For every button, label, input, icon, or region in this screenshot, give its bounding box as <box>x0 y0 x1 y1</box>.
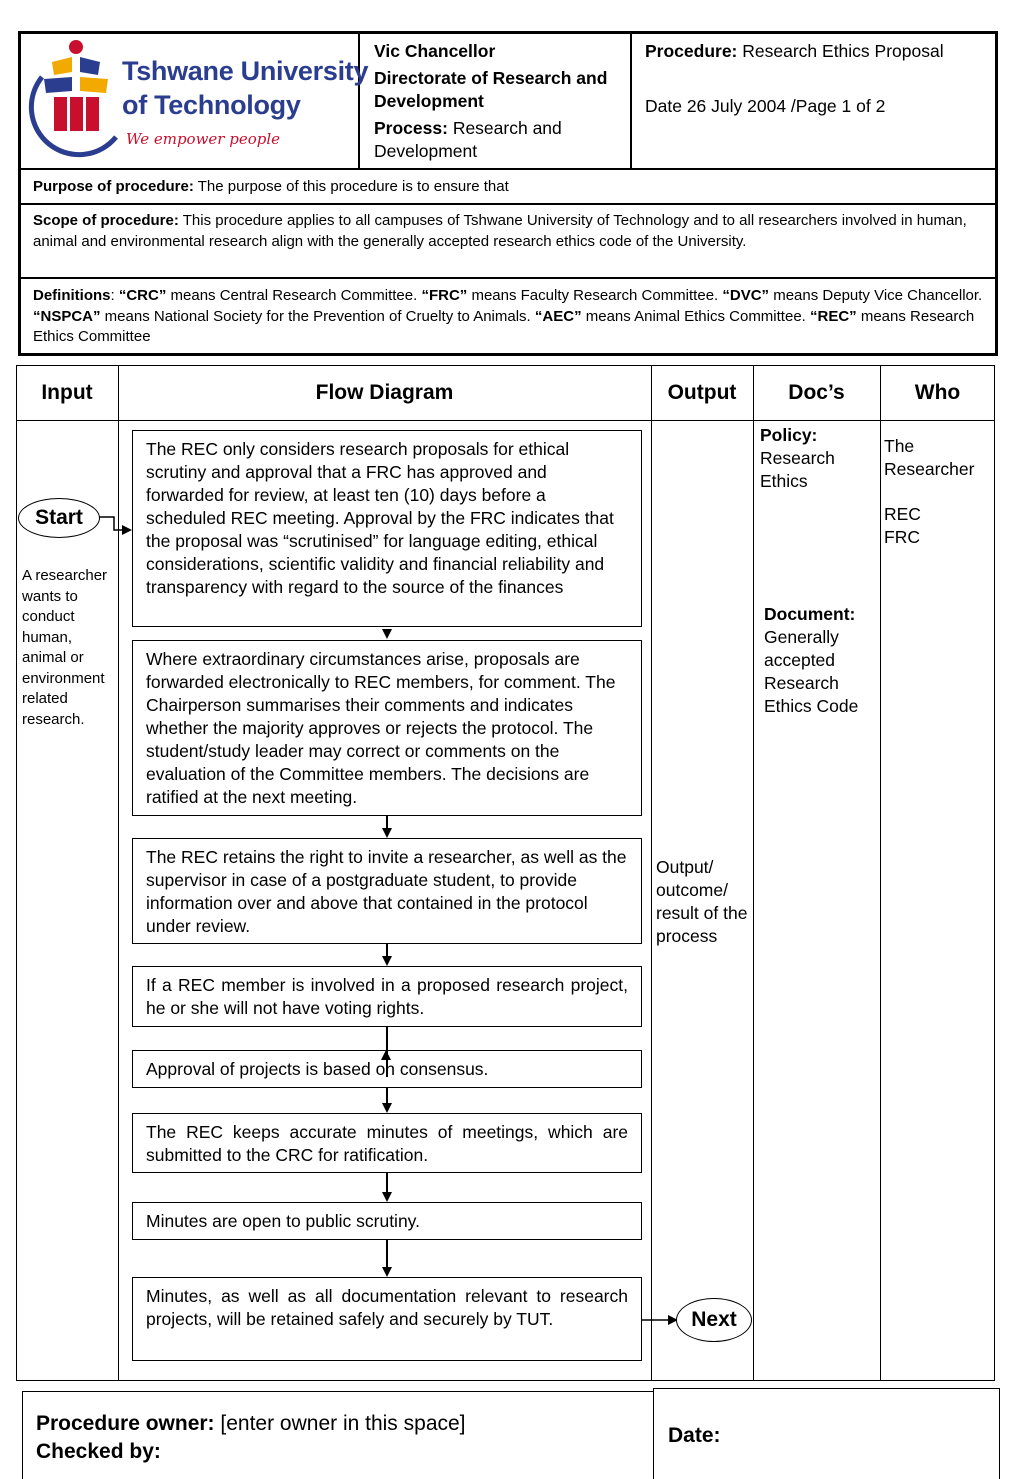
document-value: Generally accepted Research Ethics Code <box>764 627 859 716</box>
col-divider <box>651 365 652 1381</box>
divider <box>18 277 998 279</box>
def-crc: means Central Research Committee. <box>166 287 422 304</box>
checked-by-label: Checked by: <box>36 1440 161 1463</box>
divider <box>18 168 998 170</box>
divider <box>358 31 360 169</box>
who-researcher: The Researcher <box>884 436 975 479</box>
purpose-row <box>33 177 983 197</box>
process-line <box>374 117 624 163</box>
who-frc: FRC <box>884 527 920 547</box>
date-page: Date 26 July 2004 /Page 1 of 2 <box>645 96 886 116</box>
input-description: A researcher wants to conduct human, animal or environment related research. <box>22 567 108 728</box>
flow-step-2: Where extraordinary circumstances arise, proposals are forwarded electronically to REC members, for comment. The Chairperson summarises their comments and indicates whether the majority approves or rejects the protocol. The student/study leader may correct or comments on the evaluation of the Committee members. The decisions are ratified at the next meeting. <box>132 640 642 816</box>
who-list <box>884 435 992 549</box>
logo-name-line1: Tshwane University <box>122 56 369 86</box>
office-title: Vic Chancellor <box>374 41 496 61</box>
scope-text: This procedure applies to all campuses of Tshwane University of Technology and to all researchers involved in human, animal and environmental research align with the generally accepted research ethics code of the University. <box>33 212 967 250</box>
logo-name-line2: of Technology <box>122 90 301 120</box>
flow-step-5: Approval of projects is based on consensus. <box>132 1050 642 1088</box>
def-aec: means Animal Ethics Committee. <box>581 307 810 325</box>
col-header-output: Output <box>667 381 737 404</box>
output-description: Output/ outcome/ result of the process <box>656 857 748 946</box>
def-term-aec: “AEC” <box>534 307 582 325</box>
divider <box>18 203 998 205</box>
procedure-line <box>645 40 990 63</box>
date-label: Date: <box>668 1424 721 1447</box>
def-rec: means Research Ethics Committee <box>33 307 975 345</box>
logo-emblem-icon <box>24 37 124 163</box>
arrow-down-icon <box>382 1267 392 1277</box>
arrow-down-icon <box>382 629 392 639</box>
procedure-value: Research Ethics Proposal <box>742 41 944 61</box>
connector-line <box>386 944 388 956</box>
next-connector-arrow <box>642 1314 678 1326</box>
university-logo <box>22 34 369 166</box>
def-term-nspca: “NSPCA” <box>33 307 101 325</box>
flow-step-6: The REC keeps accurate minutes of meetings, which are submitted to the CRC for ratification. <box>132 1113 642 1173</box>
scope-row <box>33 211 983 252</box>
flow-step-8: Minutes, as well as all documentation relevant to research projects, will be retained safely and securely by TUT. <box>132 1277 642 1361</box>
definitions-row: Definitions: “CRC” means Central Research Committee. “FRC” means Faculty Research Committee. “DVC” means Deputy Vice Chancellor. “NSPCA” means National Society for the Prevention of Cruelty to Animals. “AEC” means Animal Ethics Committee. “REC” means Research Ethics Committee <box>33 287 983 345</box>
connector-line <box>386 1173 388 1192</box>
col-header-flow: Flow Diagram <box>315 381 454 404</box>
owner-value: [enter owner in this space] <box>214 1412 466 1435</box>
policy-value: Research Ethics <box>760 448 835 491</box>
def-term-rec: “REC” <box>810 307 857 325</box>
def-dvc: means Deputy Vice Chancellor. <box>769 287 983 304</box>
procedure-label: Procedure: <box>645 41 738 61</box>
arrow-down-icon <box>382 1192 392 1202</box>
next-terminal: Next <box>676 1298 752 1342</box>
arrow-down-icon <box>382 956 392 966</box>
header-office-cell <box>374 40 624 163</box>
def-term-frc: “FRC” <box>421 287 468 304</box>
header-procedure-cell <box>645 40 990 118</box>
purpose-text: The purpose of this procedure is to ensure that <box>197 178 509 195</box>
policy-label: Policy: <box>760 425 818 445</box>
start-terminal: Start <box>18 498 100 538</box>
flow-step-4: If a REC member is involved in a proposed research project, he or she will not have voting rights. <box>132 966 642 1027</box>
connector-line <box>386 1088 388 1103</box>
col-header-input: Input <box>41 381 93 404</box>
document-label: Document: <box>764 604 856 624</box>
scope-label: Scope of procedure: <box>33 212 179 229</box>
start-connector-arrow <box>99 510 133 540</box>
procedure-owner-line <box>36 1410 466 1438</box>
directorate-title: Directorate of Research and Development <box>374 68 608 111</box>
connector-line <box>386 1240 388 1267</box>
connector-line <box>386 816 388 828</box>
arrow-down-icon <box>382 828 392 838</box>
col-divider <box>880 365 881 1381</box>
definitions-label: Definitions <box>33 287 111 304</box>
purpose-label: Purpose of procedure: <box>33 178 194 195</box>
arrow-up-icon <box>381 1050 391 1060</box>
flow-step-7: Minutes are open to public scrutiny. <box>132 1202 642 1240</box>
def-term-dvc: “DVC” <box>722 287 770 304</box>
process-value: Research and Development <box>374 118 562 161</box>
docs-document <box>764 603 878 718</box>
owner-label: Procedure owner: <box>36 1412 215 1435</box>
process-label: Process: <box>374 118 448 138</box>
col-header-docs: Doc’s <box>788 381 845 404</box>
docs-policy <box>760 424 878 493</box>
divider <box>630 31 632 169</box>
flow-step-3: The REC retains the right to invite a researcher, as well as the supervisor in case of a postgraduate student, to provide information over and above that contained in the protocol under review. <box>132 838 642 944</box>
logo-tagline: We empower people <box>126 130 281 148</box>
who-rec: REC <box>884 504 921 524</box>
def-nspca: means National Society for the Prevention of Cruelty to Animals. <box>100 307 535 325</box>
def-term-crc: “CRC” <box>118 287 167 304</box>
arrow-down-icon <box>382 1103 392 1113</box>
flow-step-1: The REC only considers research proposals for ethical scrutiny and approval that a FRC has approved and forwarded for review, at least ten (10) days before a scheduled REC meeting. Approval by the FRC indicates that the proposal was “scrutinised” for language editing, ethical considerations, scientific validity and financial reliability and transparency with regard to the source of the finances <box>132 430 642 627</box>
def-frc: means Faculty Research Committee. <box>467 287 723 304</box>
row-divider <box>16 420 995 421</box>
col-header-who: Who <box>914 381 961 404</box>
